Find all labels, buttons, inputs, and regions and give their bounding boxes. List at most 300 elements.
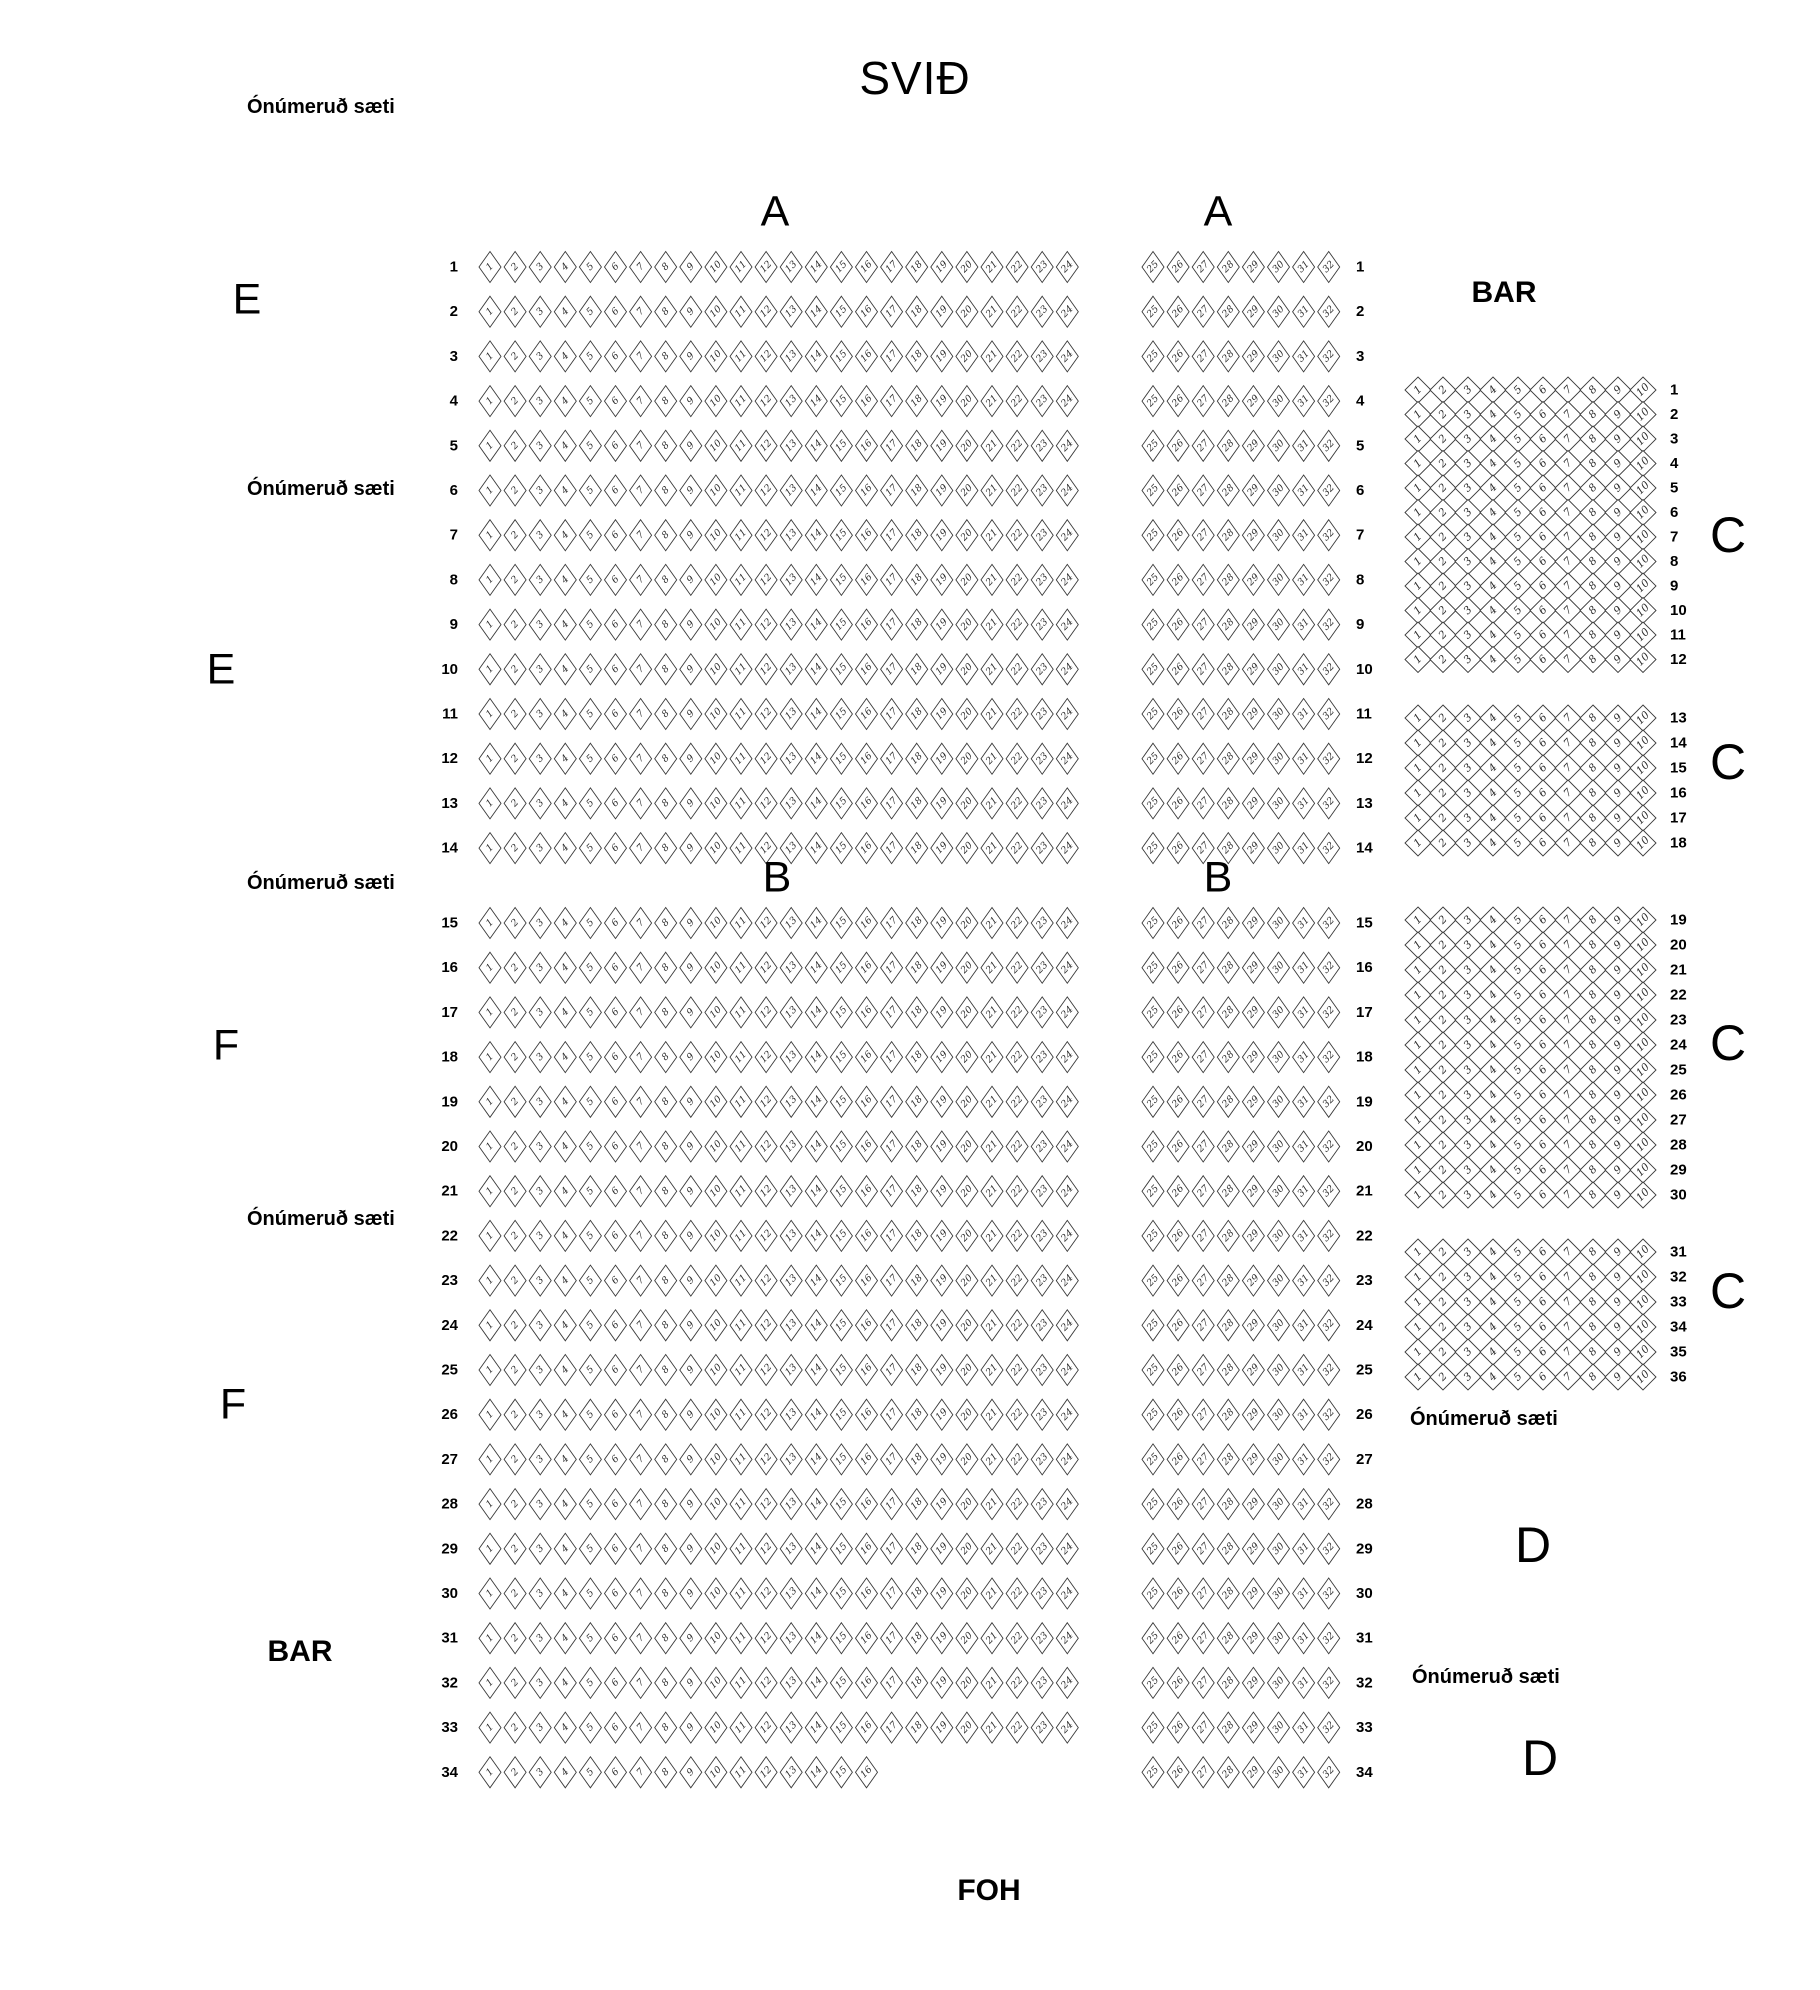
seat-number: 8 [659, 1542, 672, 1555]
seat-number: 16 [858, 571, 875, 589]
seat-number: 4 [1486, 530, 1500, 544]
seat-number: 13 [783, 303, 800, 320]
seat-number: 16 [858, 1719, 875, 1736]
seat-number: 2 [509, 1632, 522, 1645]
seat-number: 5 [1511, 1188, 1525, 1202]
section-label-f-2: F [219, 1380, 247, 1429]
seat-number: 4 [1486, 1088, 1500, 1102]
seat-number: 24 [1059, 914, 1076, 932]
seat-number: 22 [1008, 1317, 1026, 1334]
seat-number: 25 [1144, 1183, 1162, 1200]
seat-number: 4 [559, 1319, 572, 1332]
seat-number: 31 [1295, 616, 1312, 633]
seat-number: 12 [757, 1585, 775, 1602]
seat-number: 10 [1634, 834, 1652, 852]
seat-number: 5 [1511, 1113, 1525, 1127]
seat-number: 3 [534, 1676, 547, 1689]
seat-number: 6 [1536, 836, 1550, 850]
seat-number: 11 [732, 1406, 750, 1423]
row-number-right: 31 [1356, 1629, 1373, 1647]
seat-number: 32 [1320, 959, 1337, 976]
seat-number: 27 [1195, 1093, 1212, 1110]
seat-number: 1 [1411, 811, 1425, 825]
seat-number: 27 [1195, 258, 1212, 276]
seat-number: 2 [509, 916, 522, 930]
seat-number: 20 [958, 616, 976, 633]
seat-number: 7 [634, 1229, 647, 1242]
seat-number: 27 [1195, 1183, 1212, 1200]
seat-number: 10 [707, 1674, 725, 1692]
seat-number: 14 [808, 1361, 825, 1379]
seat-number: 9 [684, 260, 697, 274]
seat-number: 27 [1195, 616, 1212, 633]
seat-number: 28 [1220, 1719, 1237, 1736]
seat-number: 18 [908, 661, 925, 678]
seat-number: 5 [1511, 603, 1525, 618]
row-number-left: 17 [441, 1003, 458, 1021]
seat-number: 13 [783, 1048, 800, 1066]
seat-number: 29 [1245, 527, 1262, 544]
seat-number: 28 [1220, 303, 1237, 320]
seat-number: 30 [1270, 482, 1287, 499]
seat-number: 13 [783, 437, 800, 454]
seat-number: 8 [1586, 736, 1600, 750]
seat-number: 13 [783, 571, 800, 589]
seat-number: 5 [1511, 530, 1525, 544]
row-number-left: 21 [441, 1182, 458, 1200]
seat-number: 1 [1411, 963, 1425, 977]
seat-number: 20 [958, 1540, 976, 1557]
seat-number: 9 [684, 663, 697, 676]
seat-number: 7 [1561, 786, 1575, 800]
seat-number: 15 [833, 527, 850, 544]
seat-number: 18 [908, 1361, 925, 1379]
seat-number: 31 [1295, 1451, 1312, 1468]
seat-number: 28 [1220, 1585, 1237, 1602]
seat-number: 1 [1411, 1138, 1425, 1152]
seat-number: 10 [707, 303, 725, 320]
seat-number: 2 [509, 1542, 522, 1555]
seat-number: 24 [1059, 795, 1076, 812]
seat-number: 29 [1245, 616, 1262, 633]
seat-number: 31 [1295, 1361, 1312, 1379]
row-number-right: 12 [1356, 750, 1373, 768]
seat-number: 11 [732, 1719, 750, 1736]
seat-number: 6 [1536, 736, 1550, 750]
seat-number: 12 [757, 959, 775, 976]
seat-number: 2 [1436, 1345, 1450, 1359]
seat-number: 4 [559, 1453, 572, 1466]
seat-number: 7 [1561, 836, 1575, 850]
seat-number: 19 [933, 839, 950, 857]
row-number-right: 32 [1356, 1674, 1373, 1692]
seat-number: 31 [1295, 1138, 1312, 1155]
row-number-side: 17 [1670, 809, 1687, 827]
seat-number: 12 [757, 839, 775, 857]
seat-number: 2 [509, 1587, 522, 1600]
seat-number: 11 [732, 839, 750, 857]
seat-number: 15 [833, 1093, 850, 1110]
seat-number: 10 [707, 1272, 725, 1289]
seat-number: 9 [1611, 1270, 1625, 1284]
seat-number: 6 [1536, 1245, 1550, 1259]
seat-number: 1 [1411, 761, 1425, 775]
seat-number: 14 [808, 839, 825, 857]
seat-number: 5 [1511, 711, 1525, 725]
seat-number: 4 [1486, 811, 1500, 825]
seat-number: 16 [858, 1093, 875, 1110]
seat-number: 25 [1144, 1764, 1162, 1781]
seat-number: 3 [1461, 628, 1475, 642]
seat-number: 4 [1486, 761, 1500, 775]
seat-number: 8 [1586, 628, 1600, 642]
seat-number: 7 [1561, 1295, 1575, 1309]
seat-number: 3 [1461, 1345, 1475, 1359]
seat-number: 9 [1611, 1138, 1625, 1152]
seat-number: 9 [1611, 603, 1625, 618]
seat-number: 3 [1461, 603, 1475, 618]
seat-number: 4 [559, 1363, 572, 1377]
seat-number: 8 [659, 916, 672, 930]
row-number-side: 2 [1670, 406, 1679, 423]
seat-number: 14 [808, 527, 825, 544]
seat-number: 16 [858, 1317, 875, 1334]
seat-number: 14 [808, 914, 825, 932]
seat-number: 11 [732, 1227, 750, 1245]
seat-number: 4 [559, 1498, 572, 1511]
seat-number: 27 [1195, 959, 1212, 976]
row-number-right: 9 [1356, 616, 1365, 634]
seat-number: 6 [1536, 1345, 1550, 1359]
seat-number: 7 [1561, 1245, 1575, 1259]
seat-number: 8 [1586, 554, 1600, 569]
seat-number: 30 [1270, 571, 1287, 589]
seat-number: 30 [1270, 1048, 1287, 1066]
seat-number: 8 [659, 1274, 672, 1287]
seat-number: 29 [1245, 1764, 1262, 1781]
seat-number: 25 [1144, 1495, 1162, 1513]
seat-number: 2 [509, 961, 522, 974]
seat-number: 28 [1220, 616, 1237, 633]
seat-number: 10 [1634, 1136, 1652, 1154]
row-number-side: 36 [1670, 1368, 1687, 1386]
seat-number: 16 [858, 1004, 875, 1021]
seat-number: 21 [983, 258, 1001, 276]
seat-number: 7 [1561, 383, 1575, 397]
seat-number: 13 [783, 1585, 800, 1602]
seat-number: 28 [1220, 1361, 1237, 1379]
seat-number: 4 [1486, 836, 1500, 850]
seat-number: 10 [707, 750, 725, 767]
seat-number: 31 [1295, 1272, 1312, 1289]
seat-number: 9 [684, 1051, 697, 1064]
seat-number: 28 [1220, 1004, 1237, 1021]
seat-number: 8 [1586, 603, 1600, 618]
seat-number: 26 [1169, 303, 1187, 320]
seat-number: 11 [732, 1317, 750, 1334]
seat-number: 5 [1511, 1345, 1525, 1359]
seat-number: 12 [757, 527, 775, 544]
seat-number: 24 [1059, 1004, 1076, 1021]
seat-number: 9 [1611, 530, 1625, 544]
seat-number: 4 [559, 1542, 572, 1555]
seat-number: 11 [732, 1272, 750, 1289]
seat-number: 10 [1634, 430, 1652, 448]
seat-number: 6 [1536, 711, 1550, 725]
seat-number: 15 [833, 750, 850, 767]
seat-number: 4 [1486, 652, 1500, 667]
seat-number: 30 [1270, 661, 1287, 678]
seat-number: 14 [808, 959, 825, 976]
seat-number: 7 [634, 916, 647, 930]
seat-number: 17 [883, 914, 900, 932]
seat-number: 27 [1195, 1540, 1212, 1557]
seat-number: 10 [1634, 1036, 1652, 1054]
seat-number: 8 [659, 260, 672, 274]
seat-number: 25 [1144, 258, 1162, 276]
seat-number: 6 [609, 663, 622, 676]
seat-number: 21 [983, 1138, 1001, 1155]
seat-number: 24 [1059, 1630, 1076, 1647]
seat-number: 8 [1586, 1188, 1600, 1202]
seat-number: 1 [483, 1453, 497, 1466]
seat-number: 29 [1245, 1630, 1262, 1647]
seat-number: 32 [1320, 750, 1337, 767]
seat-number: 29 [1245, 661, 1262, 678]
seat-number: 4 [559, 1185, 572, 1198]
seat-number: 24 [1059, 1048, 1076, 1066]
seat-number: 7 [1561, 1038, 1575, 1052]
seat-number: 9 [684, 1363, 697, 1377]
seat-number: 30 [1270, 527, 1287, 544]
seat-number: 6 [609, 260, 622, 274]
seat-number: 29 [1245, 571, 1262, 589]
seat-number: 9 [684, 1766, 697, 1779]
seat-number: 28 [1220, 959, 1237, 976]
seat-number: 26 [1169, 1495, 1187, 1513]
seat-number: 21 [983, 482, 1001, 499]
seat-number: 7 [634, 1095, 647, 1108]
seat-number: 9 [684, 1006, 697, 1019]
seat-number: 9 [1611, 1163, 1625, 1177]
seat-number: 3 [534, 529, 547, 542]
seat-number: 8 [659, 752, 672, 765]
seat-number: 8 [1586, 1320, 1600, 1334]
seat-number: 11 [732, 437, 750, 454]
seat-number: 1 [1411, 628, 1425, 642]
seat-number: 8 [1586, 1113, 1600, 1127]
seat-number: 28 [1220, 1674, 1237, 1692]
seat-number: 20 [958, 258, 976, 276]
seat-number: 7 [1561, 432, 1575, 446]
seat-number: 9 [1611, 554, 1625, 569]
seat-number: 10 [707, 1719, 725, 1736]
seat-number: 20 [958, 1093, 976, 1110]
seat-number: 6 [1536, 811, 1550, 825]
seat-number: 27 [1195, 571, 1212, 589]
seat-number: 10 [707, 482, 725, 499]
seat-number: 11 [732, 303, 750, 320]
seat-number: 6 [1536, 554, 1550, 569]
unnumbered-note-left-2: Ónúmeruð sæti [247, 478, 395, 500]
seat-number: 24 [1059, 303, 1076, 320]
row-number-right: 21 [1356, 1182, 1373, 1200]
seat-number: 20 [958, 482, 976, 499]
seat-number: 32 [1320, 482, 1337, 499]
seat-number: 3 [1461, 1013, 1475, 1027]
seat-number: 10 [707, 1004, 725, 1021]
seat-number: 12 [757, 1272, 775, 1289]
seat-number: 6 [609, 350, 622, 363]
seat-number: 1 [1411, 1113, 1425, 1127]
seat-number: 11 [732, 392, 750, 410]
seat-number: 29 [1245, 1004, 1262, 1021]
seat-number: 21 [983, 1361, 1001, 1379]
seat-number: 5 [1511, 1320, 1525, 1334]
seat-number: 15 [833, 1138, 850, 1155]
seat-number: 4 [559, 350, 572, 363]
seat-number: 8 [1586, 1245, 1600, 1259]
seat-number: 24 [1059, 616, 1076, 633]
seat-number: 1 [1411, 786, 1425, 800]
seat-number: 19 [933, 392, 950, 410]
seat-number: 23 [1034, 1451, 1051, 1468]
seat-number: 3 [1461, 554, 1475, 569]
seat-number: 22 [1008, 1674, 1026, 1692]
seat-number: 20 [958, 1317, 976, 1334]
row-number-side: 20 [1670, 936, 1687, 954]
seat-number: 5 [1511, 1245, 1525, 1259]
seat-number: 6 [609, 1363, 622, 1377]
seat-number: 32 [1320, 527, 1337, 544]
seat-number: 31 [1295, 348, 1312, 365]
seat-number: 2 [509, 707, 522, 721]
side-block-c-4 [1405, 1239, 1687, 1390]
seat-number: 8 [1586, 836, 1600, 850]
row-number-side: 32 [1670, 1268, 1687, 1286]
seat-number: 22 [1008, 839, 1026, 857]
seat-number: 4 [559, 529, 572, 542]
seat-number: 12 [757, 1764, 775, 1781]
seat-number: 10 [1634, 784, 1652, 802]
seat-number: 31 [1295, 1495, 1312, 1513]
seat-number: 8 [659, 1766, 672, 1779]
seat-number: 6 [1536, 1188, 1550, 1202]
seat-number: 2 [509, 573, 522, 586]
seat-number: 25 [1144, 795, 1162, 812]
seat-number: 10 [707, 1138, 725, 1155]
seat-number: 16 [858, 750, 875, 767]
seat-number: 32 [1320, 258, 1337, 276]
seat-number: 21 [983, 1183, 1001, 1200]
seat-number: 28 [1220, 1406, 1237, 1423]
seat-number: 16 [858, 303, 875, 320]
seat-number: 5 [1511, 407, 1525, 422]
seat-number: 7 [1561, 1370, 1575, 1384]
seat-number: 7 [634, 350, 647, 363]
row-number-left: 25 [441, 1361, 458, 1379]
row-number-right: 19 [1356, 1093, 1373, 1111]
seat-number: 16 [858, 1361, 875, 1379]
seat-number: 23 [1034, 1093, 1051, 1110]
section-label-c-2: C [1709, 734, 1747, 790]
seat-number: 10 [707, 1227, 725, 1245]
seat-number: 7 [1561, 407, 1575, 422]
seat-number: 17 [883, 1183, 900, 1200]
seat-number: 27 [1195, 914, 1212, 932]
seat-number: 7 [634, 1676, 647, 1689]
seat-number: 3 [534, 350, 547, 363]
row-number-right: 30 [1356, 1585, 1373, 1602]
row-number-right: 11 [1356, 705, 1372, 723]
seat-number: 30 [1270, 616, 1287, 633]
seat-number: 9 [684, 395, 697, 408]
seat-number: 3 [534, 916, 547, 930]
seat-number: 10 [1634, 650, 1652, 669]
seat-number: 27 [1195, 1719, 1212, 1736]
seat-number: 3 [534, 1632, 547, 1645]
seat-number: 6 [609, 618, 622, 631]
seat-number: 29 [1245, 1585, 1262, 1602]
seat-number: 13 [783, 914, 800, 932]
section-label-e-2: E [206, 645, 236, 694]
seat-number: 21 [983, 1406, 1001, 1423]
seat-number: 5 [1511, 811, 1525, 825]
seat-number: 15 [833, 661, 850, 678]
seat-number: 27 [1195, 795, 1212, 812]
section-label-d-1: D [1514, 1517, 1552, 1573]
seat-number: 4 [1486, 988, 1500, 1002]
seat-number: 3 [534, 1766, 547, 1779]
seat-number: 18 [908, 705, 925, 723]
seat-number: 7 [634, 1363, 647, 1377]
seat-number: 7 [1561, 1063, 1575, 1077]
seat-number: 7 [1561, 481, 1575, 495]
row-number-left: 27 [441, 1450, 458, 1468]
seat-number: 26 [1169, 1585, 1187, 1602]
seat-number: 4 [559, 663, 572, 676]
seat-number: 2 [509, 842, 522, 855]
seat-number: 29 [1245, 482, 1262, 499]
seat-number: 19 [933, 527, 950, 544]
seat-number: 19 [933, 1719, 950, 1736]
seat-number: 15 [833, 705, 850, 723]
section-label-e-1: E [232, 275, 262, 324]
seat-number: 22 [1008, 1406, 1026, 1423]
seat-number: 24 [1059, 1272, 1076, 1289]
seat-number: 28 [1220, 1183, 1237, 1200]
seat-number: 25 [1144, 1138, 1162, 1155]
seat-number: 32 [1320, 1406, 1337, 1423]
seat-number: 9 [1611, 505, 1625, 520]
seat-number: 19 [933, 1272, 950, 1289]
seat-number: 9 [684, 797, 697, 810]
seat-number: 3 [534, 1095, 547, 1108]
seat-number: 1 [483, 752, 497, 765]
seat-number: 25 [1144, 1048, 1162, 1066]
row-number-side: 26 [1670, 1086, 1687, 1104]
seat-number: 2 [509, 1229, 522, 1242]
seat-number: 6 [1536, 481, 1550, 495]
seat-number: 18 [908, 795, 925, 812]
row-number-side: 25 [1670, 1061, 1687, 1079]
seat-number: 15 [833, 1183, 850, 1200]
seat-number: 21 [983, 1272, 1001, 1289]
seat-number: 26 [1169, 705, 1187, 723]
section-label-f-1: F [212, 1021, 240, 1070]
seat-number: 11 [732, 1451, 750, 1468]
seat-number: 3 [534, 1140, 547, 1153]
